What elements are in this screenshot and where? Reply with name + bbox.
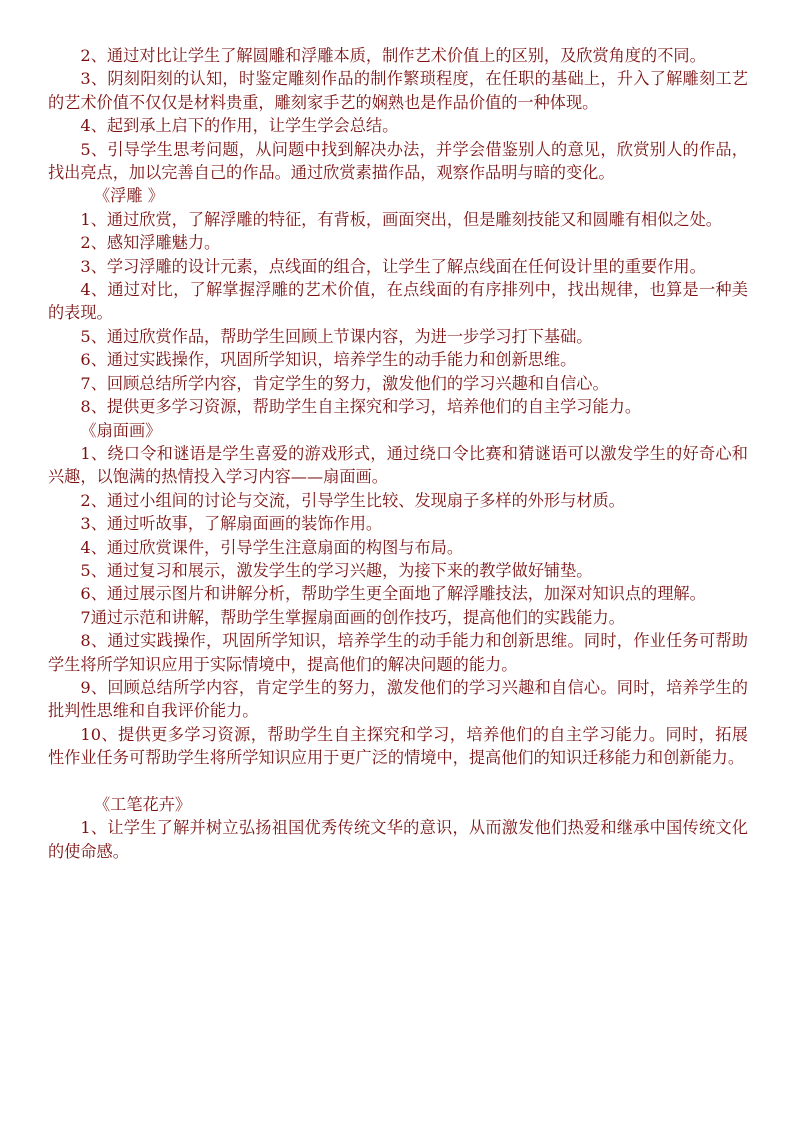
section-heading: 《浮雕 》 <box>94 186 164 206</box>
paragraph: 2、通过对比让学生了解圆雕和浮雕本质，制作艺术价值上的区别，及欣赏角度的不同。 <box>80 46 706 65</box>
paragraph: 8、提供更多学习资源，帮助学生自主探究和学习，培养他们的自主学习能力。 <box>80 397 642 417</box>
paragraph: 3、通过听故事，了解扇面画的装饰作用。 <box>80 514 383 534</box>
paragraph: 7通过示范和讲解，帮助学生掌握扇面画的创作技巧，提高他们的实践能力。 <box>80 607 625 627</box>
paragraph: 6、通过展示图片和讲解分析，帮助学生更全面地了解浮雕技法，加深对知识点的理解。 <box>80 584 706 604</box>
paragraph: 6、通过实践操作，巩固所学知识，培养学生的动手能力和创新思维。 <box>80 350 577 370</box>
paragraph: 1、通过欣赏，了解浮雕的特征，有背板，画面突出，但是雕刻技能又和圆雕有相似之处。 <box>80 209 722 229</box>
document-page <box>48 44 748 863</box>
paragraph: 1、绕口令和谜语是学生喜爱的游戏形式，通过绕口令比赛和猜谜语可以激发学生的好奇心和兴趣，以饱满的热情投入学习内容——扇面画。 <box>48 443 748 487</box>
blank-line <box>48 770 748 793</box>
paragraph: 10、提供更多学习资源，帮助学生自主探究和学习，培养他们的自主学习能力。同时，拓展性作业任务可帮助学生将所学知识应用于更广泛的情境中，提高他们的知识迁移能力和创新能力。 <box>48 724 748 768</box>
paragraph: 8、通过实践操作，巩固所学知识，培养学生的动手能力和创新思维。同时，作业任务可帮助学生将所学知识应用于实际情境中，提高他们的解决问题的能力。 <box>48 631 748 674</box>
paragraph: 2、感知浮雕魅力。 <box>80 233 221 253</box>
paragraph: 1、让学生了解并树立弘扬祖国优秀传统文华的意识，从而激发他们热爱和继承中国传统文化的使命感。 <box>48 818 748 861</box>
paragraph: 3、阴刻阳刻的认知，时鉴定雕刻作品的制作繁琐程度，在任职的基础上，升入了解雕刻工艺的艺术价值不仅仅是材料贵重，雕刻家手艺的娴熟也是作品价值的一种体现。 <box>48 69 748 112</box>
paragraph: 5、引导学生思考问题，从问题中找到解决办法，并学会借鉴别人的意见，欣赏别人的作品，找出亮点，加以完善自己的作品。通过欣赏素描作品，观察作品明与暗的变化。 <box>48 139 748 183</box>
paragraph: 4、起到承上启下的作用，让学生学会总结。 <box>80 116 399 136</box>
paragraph: 5、通过欣赏作品，帮助学生回顾上节课内容，为进一步学习打下基础。 <box>80 326 593 346</box>
paragraph: 7、回顾总结所学内容，肯定学生的努力，激发他们的学习兴趣和自信心。 <box>80 373 609 393</box>
paragraph: 9、回顾总结所学内容，肯定学生的努力，激发他们的学习兴趣和自信心。同时，培养学生的批判性思维和自我评价能力。 <box>48 677 748 721</box>
paragraph: 4、通过对比，了解掌握浮雕的艺术价值，在点线面的有序排列中，找出规律，也算是一种美的表现。 <box>48 280 748 323</box>
paragraph: 4、通过欣赏课件，引导学生注意扇面的构图与布局。 <box>80 537 464 557</box>
section-heading: 《工笔花卉》 <box>94 794 192 814</box>
paragraph: 5、通过复习和展示，激发学生的学习兴趣，为接下来的教学做好铺垫。 <box>80 560 593 580</box>
paragraph: 2、通过小组间的讨论与交流，引导学生比较、发现扇子多样的外形与材质。 <box>80 490 625 510</box>
paragraph: 3、学习浮雕的设计元素，点线面的组合，让学生了解点线面在任何设计里的重要作用。 <box>80 256 706 276</box>
section-heading: 《扇面画》 <box>80 420 162 440</box>
